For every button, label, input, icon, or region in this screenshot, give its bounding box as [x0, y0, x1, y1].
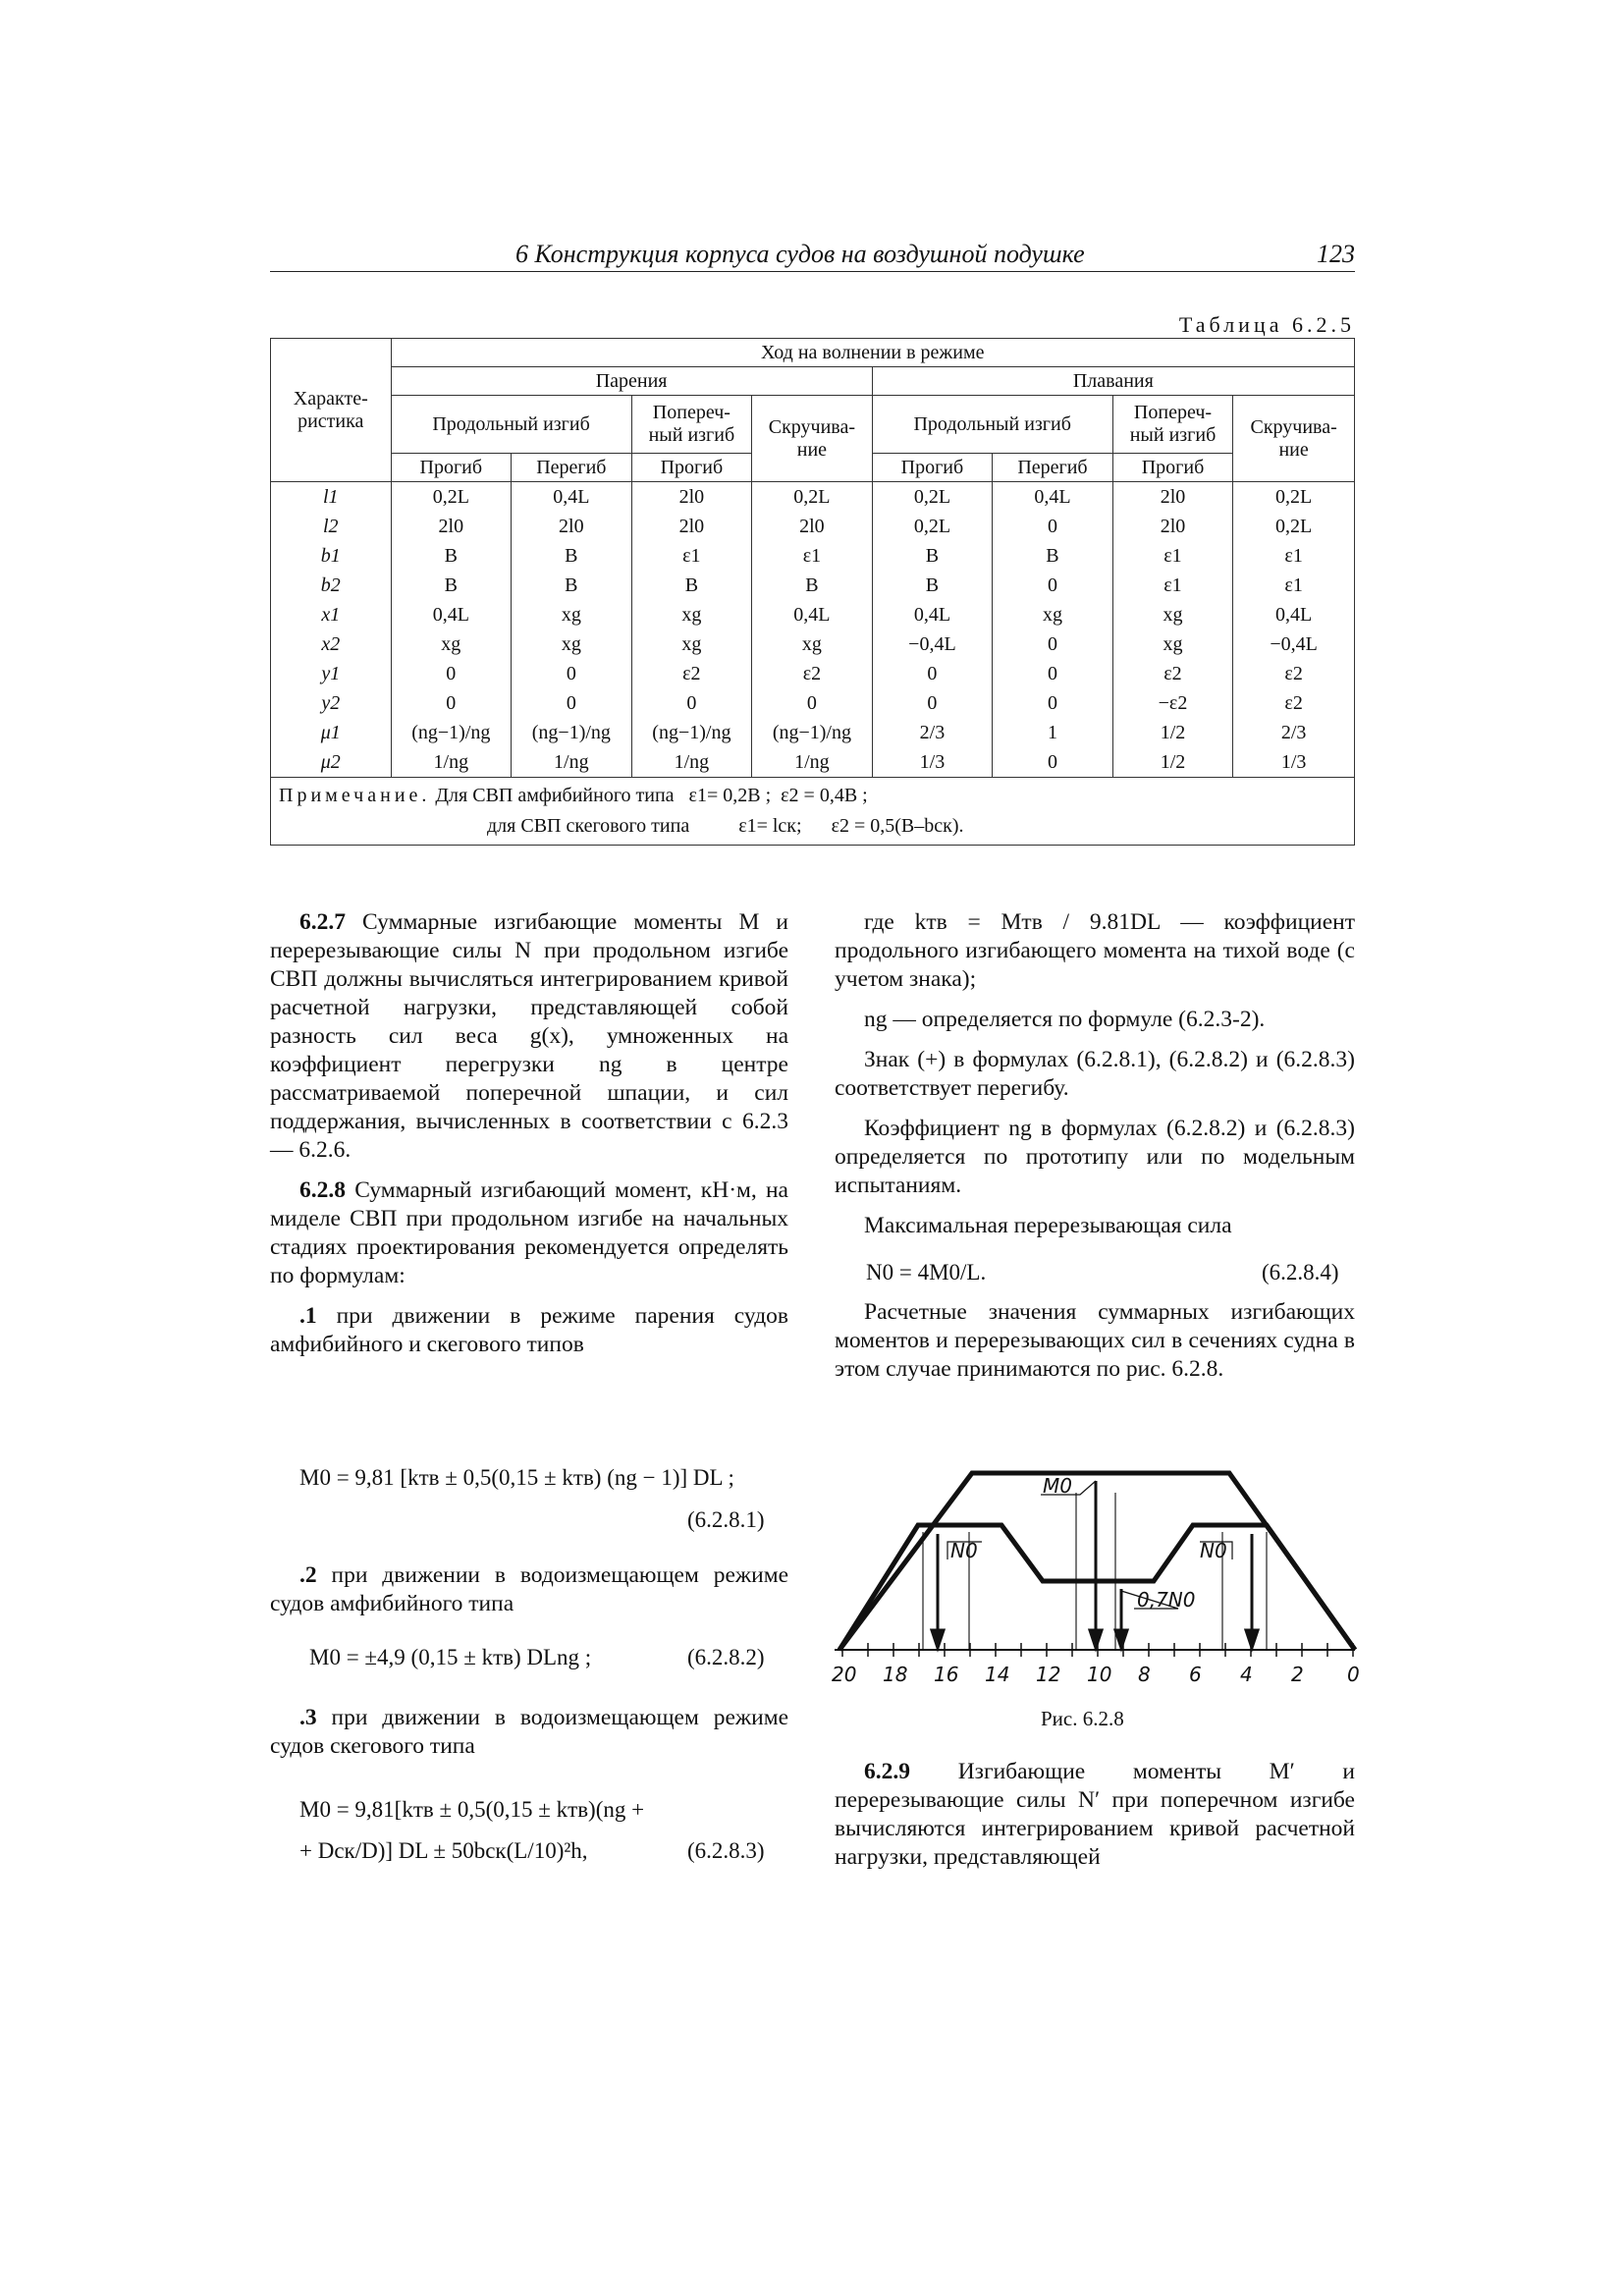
table-cell: B	[512, 541, 632, 571]
formula-6-2-8-1: M0 = 9,81 [kтв ± 0,5(0,15 ± kтв) (ng − 1)] DL ;	[299, 1465, 734, 1490]
th-sag-2: Прогиб	[631, 454, 752, 482]
table-cell: B	[752, 571, 873, 600]
table-cell: −0,4L	[1233, 629, 1355, 659]
row-symbol: b1	[271, 541, 392, 571]
row-symbol: y2	[271, 688, 392, 718]
table-cell: 0	[993, 512, 1113, 541]
table-cell: (ng−1)/ng	[391, 718, 512, 747]
table-note	[271, 778, 1355, 846]
para-k-tv: где kтв = Mтв / 9.81DL — коэффициент продольного изгибающего момента на тихой воде (с учетом знака);	[835, 909, 1355, 992]
th-mode-1: Парения	[391, 367, 872, 396]
table-cell: ε2	[1112, 659, 1233, 688]
para-ng: ng — определяется по формуле (6.2.3-2).	[864, 1007, 1266, 1032]
table-cell: ε1	[1112, 541, 1233, 571]
table-cell: ε1	[1233, 541, 1355, 571]
table-caption: Таблица 6.2.5	[1178, 312, 1355, 337]
table-cell: 0,2L	[1233, 482, 1355, 513]
table-cell: 0	[993, 571, 1113, 600]
running-header	[270, 236, 1355, 272]
figure-caption: Рис. 6.2.8	[1041, 1707, 1124, 1730]
table-cell: 0	[872, 659, 993, 688]
th-hog-2: Перегиб	[993, 454, 1113, 482]
table-cell: 0,4L	[752, 600, 873, 629]
th-long-bend-1: Продольный изгиб	[391, 396, 631, 454]
table-cell: −0,4L	[872, 629, 993, 659]
th-trans-bend-2: Попереч-ный изгиб	[1112, 396, 1233, 454]
table-cell: 2/3	[1233, 718, 1355, 747]
row-symbol: x2	[271, 629, 392, 659]
table-cell: 0	[631, 688, 752, 718]
table-cell: 0,4L	[512, 482, 632, 513]
para-6-2-8: 6.2.8 Суммарный изгибающий момент, кН·м, на миделе СВП при продольном изгибе на начальных стадиях проектирования рекомендуется определять по формулам:	[270, 1177, 788, 1288]
table-cell: B	[872, 541, 993, 571]
table-row	[271, 747, 1355, 778]
table-cell: 2l0	[752, 512, 873, 541]
table-cell: 0	[512, 688, 632, 718]
table-cell: 0	[993, 688, 1113, 718]
row-symbol: y1	[271, 659, 392, 688]
right-column	[835, 908, 1355, 1252]
table-cell: ε2	[1233, 688, 1355, 718]
label-n0-right: N0	[1200, 1539, 1227, 1562]
table-cell: B	[993, 541, 1113, 571]
header-title: 6 Конструкция корпуса судов на воздушной подушке	[515, 240, 1085, 268]
table-cell: 0,2L	[1233, 512, 1355, 541]
table-cell: 2/3	[872, 718, 993, 747]
para-sign: Знак (+) в формулах (6.2.8.1), (6.2.8.2) и (6.2.8.3) соответствует перегибу.	[835, 1047, 1355, 1101]
table-row	[271, 571, 1355, 600]
table-cell: 0	[752, 688, 873, 718]
para-coef: Коэффициент ng в формулах (6.2.8.2) и (6.2.8.3) определяется по прототипу или по модельным испытаниям.	[835, 1116, 1355, 1198]
table-cell: xg	[631, 600, 752, 629]
axis-tick-label: 8	[1138, 1663, 1151, 1686]
table-cell: ε2	[752, 659, 873, 688]
axis-tick-label: 16	[934, 1663, 959, 1686]
table-cell: ε1	[1112, 571, 1233, 600]
table-row	[271, 718, 1355, 747]
page-number: 123	[1317, 240, 1355, 268]
table-cell: 0,2L	[752, 482, 873, 513]
table-cell: 0,2L	[872, 512, 993, 541]
table-cell: 2l0	[512, 512, 632, 541]
table-cell: ε1	[1233, 571, 1355, 600]
row-symbol: x1	[271, 600, 392, 629]
axis-tick-label: 20	[832, 1663, 857, 1686]
table-row	[271, 541, 1355, 571]
table-cell: xg	[631, 629, 752, 659]
table-cell: 1/2	[1112, 718, 1233, 747]
table-cell: 1/ng	[752, 747, 873, 778]
table-cell: 1/ng	[512, 747, 632, 778]
table-cell: 0,2L	[872, 482, 993, 513]
left-column	[270, 908, 788, 1371]
table-cell: xg	[993, 600, 1113, 629]
n0-right-arrowhead	[1246, 1630, 1258, 1648]
table-row	[271, 512, 1355, 541]
table-cell: 0,4L	[391, 600, 512, 629]
para-design-values: Расчетные значения суммарных изгибающих моментов и перерезывающих сил в сечениях судна в этом случае принимаются по рис. 6.2.8.	[835, 1299, 1355, 1382]
table-cell: B	[512, 571, 632, 600]
table-cell: 0	[391, 659, 512, 688]
th-twist-1: Скручива-ние	[752, 396, 873, 482]
axis-tick-label: 10	[1087, 1663, 1112, 1686]
table-cell: ε1	[752, 541, 873, 571]
table-cell: 2l0	[631, 482, 752, 513]
table-row	[271, 600, 1355, 629]
note-label: Примечание.	[279, 785, 431, 806]
table-cell: (ng−1)/ng	[752, 718, 873, 747]
table-cell: B	[631, 571, 752, 600]
table-cell: B	[391, 571, 512, 600]
para-6-2-7: 6.2.7 Суммарные изгибающие моменты M и перерезывающие силы N при продольном изгибе СВП должны вычисляться интегрированием кривой расчетной нагрузки, представляющей собой разность сил веса g(x), умноженных на коэффициент перегрузки ng в центре рассматриваемой поперечной шпации, и сил поддержания, вычисленных в соответствии с 6.2.3 — 6.2.6.	[270, 909, 788, 1163]
row-symbol: b2	[271, 571, 392, 600]
table-cell: 0	[391, 688, 512, 718]
characteristics-table	[270, 338, 1355, 846]
table-cell: ε2	[1233, 659, 1355, 688]
th-sag-3: Прогиб	[872, 454, 993, 482]
para-max-shear: Максимальная перерезывающая сила	[864, 1213, 1232, 1238]
th-long-bend-2: Продольный изгиб	[872, 396, 1112, 454]
n0-left-arrowhead	[932, 1630, 944, 1648]
row-symbol: μ1	[271, 718, 392, 747]
th-mode-2: Плавания	[872, 367, 1354, 396]
dimension-arrows	[932, 1481, 1258, 1648]
table-cell: 1/2	[1112, 747, 1233, 778]
table-cell: xg	[1112, 629, 1233, 659]
figure-6-2-8	[832, 1453, 1360, 1709]
table-cell: 0	[872, 688, 993, 718]
table-row	[271, 482, 1355, 513]
table-cell: xg	[512, 629, 632, 659]
axis-tick-label: 14	[985, 1663, 1010, 1686]
formula-no-6-2-8-1: (6.2.8.1)	[687, 1507, 765, 1532]
table-cell: B	[872, 571, 993, 600]
table-cell: 0,4L	[1233, 600, 1355, 629]
formula-6-2-8-4: N0 = 4M0/L.	[866, 1260, 987, 1285]
table-cell: 2l0	[391, 512, 512, 541]
table-cell: 0,4L	[993, 482, 1113, 513]
table-cell: 2l0	[1112, 512, 1233, 541]
axis-tick-labels	[832, 1663, 1360, 1686]
right-column-2	[835, 1298, 1355, 1395]
th-sag-4: Прогиб	[1112, 454, 1233, 482]
th-twist-2: Скручива-ние	[1233, 396, 1355, 482]
table-cell: −ε2	[1112, 688, 1233, 718]
label-n0-left: N0	[950, 1539, 978, 1562]
axis-tick-label: 12	[1036, 1663, 1061, 1686]
table-cell: ε2	[631, 659, 752, 688]
item-2: .2 при движении в водоизмещающем режиме судов амфибийного типа	[270, 1562, 789, 1616]
m0-arrowhead	[1090, 1630, 1102, 1648]
formula-6-2-8-3-line1: M0 = 9,81[kтв ± 0,5(0,15 ± kтв)(ng +	[299, 1797, 645, 1822]
para-6-2-9: 6.2.9 Изгибающие моменты M′ и перерезывающие силы N′ при поперечном изгибе вычисляются интегрированием кривой расчетной нагрузки, представляющей	[835, 1759, 1355, 1870]
note-line-1: Для СВП амфибийного типа ε1= 0,2B ; ε2 = 0,4B ;	[435, 785, 868, 806]
table-body	[271, 482, 1355, 778]
table-cell: 0	[993, 659, 1113, 688]
table-cell: xg	[512, 600, 632, 629]
table-cell: 1	[993, 718, 1113, 747]
axis-tick-label: 0	[1347, 1663, 1360, 1686]
formula-no-6-2-8-4: (6.2.8.4)	[1262, 1260, 1339, 1285]
table-cell: 1/3	[872, 747, 993, 778]
table-row	[271, 659, 1355, 688]
table-cell: (ng−1)/ng	[631, 718, 752, 747]
th-trans-bend-1: Попереч-ный изгиб	[631, 396, 752, 454]
table-cell: xg	[1112, 600, 1233, 629]
row-symbol: l1	[271, 482, 392, 513]
label-m0: M0	[1043, 1474, 1072, 1498]
formula-no-6-2-8-3: (6.2.8.3)	[687, 1838, 765, 1863]
formula-no-6-2-8-2: (6.2.8.2)	[687, 1645, 765, 1669]
row-symbol: l2	[271, 512, 392, 541]
th-characteristic: Характе-ристика	[271, 339, 392, 482]
axis-tick-label: 4	[1240, 1663, 1253, 1686]
item-3-block	[270, 1704, 788, 1773]
table-cell: xg	[752, 629, 873, 659]
table-cell: 2l0	[1112, 482, 1233, 513]
label-07n0: 0,7N0	[1137, 1588, 1196, 1612]
th-group: Ход на волнении в режиме	[391, 339, 1354, 367]
axis-tick-label: 6	[1189, 1663, 1202, 1686]
row-symbol: μ2	[271, 747, 392, 778]
table-cell: 1/ng	[631, 747, 752, 778]
table-cell: 0,2L	[391, 482, 512, 513]
formula-6-2-8-3-line2: + Dск/D)] DL ± 50bск(L/10)²h,	[299, 1838, 588, 1863]
table-cell: 2l0	[631, 512, 752, 541]
note-line-2: для СВП скегового типа ε1= lск; ε2 = 0,5(B–bск).	[487, 815, 964, 837]
table-cell: 0	[993, 629, 1113, 659]
th-hog-1: Перегиб	[512, 454, 632, 482]
table-row	[271, 688, 1355, 718]
table-cell: 1/ng	[391, 747, 512, 778]
item-2-block	[270, 1561, 788, 1630]
th-sag-1: Прогиб	[391, 454, 512, 482]
axis-tick-label: 18	[883, 1663, 908, 1686]
item-1: .1 при движении в режиме парения судов амфибийного и скегового типов	[270, 1303, 789, 1357]
table-cell: (ng−1)/ng	[512, 718, 632, 747]
table-cell: B	[391, 541, 512, 571]
table-cell: 0,4L	[872, 600, 993, 629]
axis-tick-label: 2	[1291, 1663, 1304, 1686]
table-row	[271, 629, 1355, 659]
item-3: .3 при движении в водоизмещающем режиме судов скегового типа	[270, 1705, 789, 1759]
07n0-arrowhead	[1115, 1630, 1127, 1648]
table-cell: ε1	[631, 541, 752, 571]
right-column-3	[835, 1758, 1355, 1884]
table-cell: 0	[512, 659, 632, 688]
table-cell: xg	[391, 629, 512, 659]
table-cell: 0	[993, 747, 1113, 778]
table-cell: 1/3	[1233, 747, 1355, 778]
formula-6-2-8-2: M0 = ±4,9 (0,15 ± kтв) DLng ;	[309, 1645, 592, 1669]
